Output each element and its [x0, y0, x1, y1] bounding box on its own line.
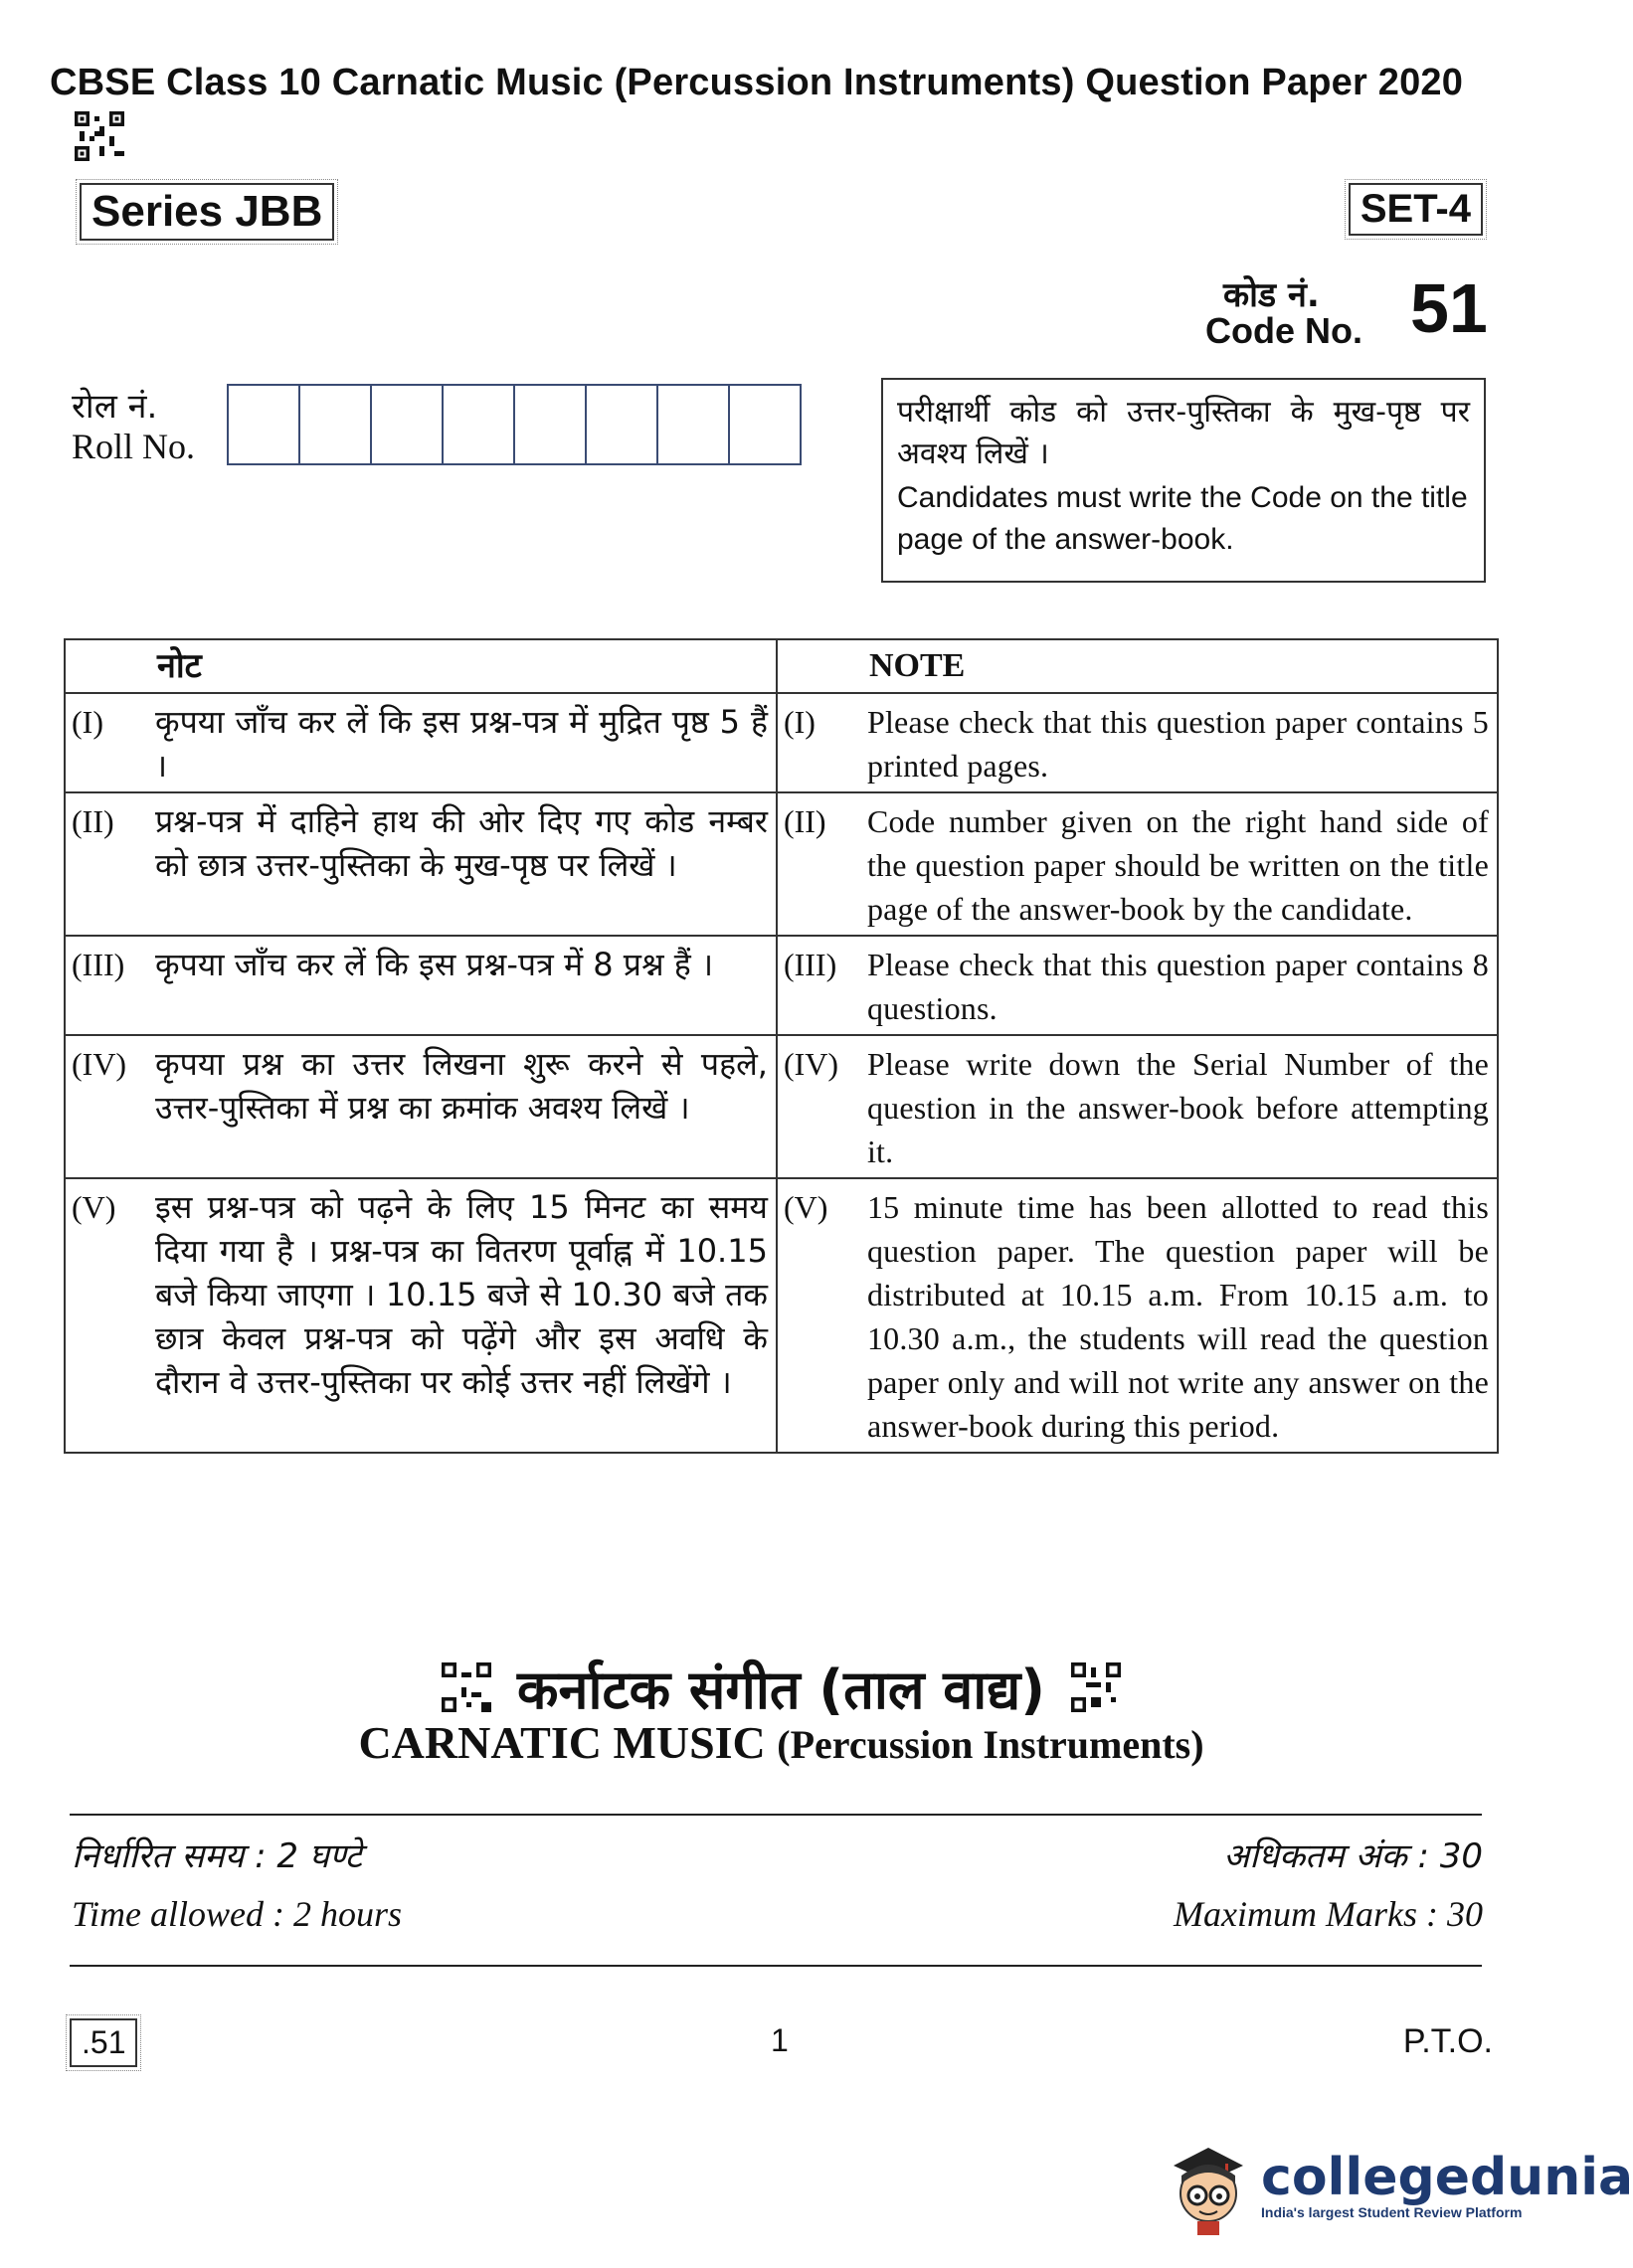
page-code: .51 — [70, 2018, 137, 2067]
candidate-instruction-box — [881, 378, 1486, 583]
note-text: Please check that this question paper contains 8 questions. — [866, 947, 1489, 1026]
max-marks-hindi: अधिकतम अंक : 30 — [1223, 1836, 1483, 1876]
time-allowed: Time allowed : 2 hours — [72, 1894, 403, 1934]
roll-box[interactable] — [229, 386, 300, 463]
roll-box[interactable] — [658, 386, 730, 463]
roll-box[interactable] — [444, 386, 515, 463]
brand-tagline: India's largest Student Review Platform — [1261, 2204, 1523, 2220]
note-text-hindi: इस प्रश्न-पत्र को पढ़ने के लिए 15 मिनट का समय दिया गया है । प्रश्न-पत्र का वितरण पूर्वाह्न में 10.15 बजे किया जाएगा । 10.15 बजे से 10.30 बजे तक छात्र केवल प्रश्न-पत्र को पढ़ेंगे और इस अवधि के दौरान वे उत्तर-पुस्तिका पर कोई उत्तर नहीं लिखेंगे । — [155, 1188, 768, 1401]
note-text-hindi: कृपया जाँच कर लें कि इस प्रश्न-पत्र में मुद्रित पृष्ठ 5 हैं । — [155, 703, 768, 785]
note-number: (V) — [72, 1189, 116, 1225]
document-title: CBSE Class 10 Carnatic Music (Percussion Instruments) Question Paper 2020 — [50, 62, 1464, 103]
note-number: (IV) — [783, 1046, 839, 1082]
subject-heading — [0, 1651, 1562, 1724]
note-number: (III) — [783, 947, 837, 982]
note-text-hindi: कृपया जाँच कर लें कि इस प्रश्न-पत्र में 8 प्रश्न हैं । — [155, 946, 714, 983]
max-marks: Maximum Marks : 30 — [1174, 1894, 1483, 1934]
note-row — [65, 693, 1498, 792]
note-row — [65, 1178, 1498, 1453]
roll-box[interactable] — [372, 386, 444, 463]
candidate-instruction: Candidates must write the Code on the title page of the answer-book. — [897, 481, 1468, 556]
brand-name: collegedunia — [1261, 2148, 1633, 2207]
page-number: 1 — [771, 2022, 789, 2058]
note-row — [65, 792, 1498, 936]
subject-title — [0, 1716, 1562, 1769]
note-row — [65, 936, 1498, 1035]
roll-label: Roll No. — [72, 427, 196, 466]
note-text: Please write down the Serial Number of the question in the answer-book before attempting it. — [866, 1046, 1489, 1169]
note-number: (IV) — [72, 1046, 127, 1082]
roll-number-boxes[interactable] — [227, 384, 802, 465]
code-label: Code No. — [1205, 310, 1362, 351]
code-number: 51 — [1410, 269, 1488, 347]
note-number: (V) — [783, 1189, 828, 1225]
note-number: (III) — [72, 947, 125, 982]
note-number: (II) — [72, 803, 114, 839]
roll-box[interactable] — [587, 386, 658, 463]
roll-box[interactable] — [730, 386, 800, 463]
note-text: Code number given on the right hand side of the question paper should be written on the title page of the answer-book by the candidate. — [866, 803, 1489, 927]
subject-title-main: CARNATIC MUSIC — [358, 1717, 766, 1768]
divider — [70, 1965, 1482, 1967]
note-number: (I) — [783, 704, 816, 740]
note-number: (II) — [783, 803, 826, 839]
notes-header: NOTE — [868, 647, 966, 684]
note-text: Please check that this question paper contains 5 printed pages. — [866, 704, 1489, 784]
set-label: SET-4 — [1349, 183, 1483, 236]
qr-code-icon — [442, 1662, 491, 1712]
mascot-icon — [1164, 2136, 1253, 2235]
notes-table — [64, 638, 1499, 1454]
subject-title-sub: (Percussion Instruments) — [777, 1722, 1204, 1767]
note-number: (I) — [72, 704, 103, 740]
brand-logo[interactable] — [1164, 2136, 1633, 2235]
notes-header-row — [65, 639, 1498, 693]
note-row — [65, 1035, 1498, 1178]
pto-label: P.T.O. — [1402, 2022, 1493, 2060]
roll-label-hindi: रोल नं. — [72, 387, 158, 427]
time-allowed-hindi: निर्धारित समय : 2 घण्टे — [72, 1836, 362, 1876]
candidate-instruction-hindi: परीक्षार्थी कोड को उत्तर-पुस्तिका के मुख-पृष्ठ पर अवश्य लिखें । — [897, 395, 1470, 471]
code-label-hindi: कोड नं. — [1223, 275, 1320, 315]
note-text: 15 minute time has been allotted to read this question paper. The question paper will be distributed at 10.15 a.m. From 10.15 a.m. to 10.30 a.m., the students will read the question paper only and will not write any answer on the answer-book during this period. — [866, 1189, 1489, 1444]
qr-code-icon — [1071, 1662, 1121, 1712]
subject-title-hindi: कर्नाटक संगीत (ताल वाद्य) — [517, 1658, 1045, 1721]
series-label: Series JBB — [80, 183, 334, 241]
qr-code-icon — [75, 111, 124, 161]
note-text-hindi: कृपया प्रश्न का उत्तर लिखना शुरू करने से पहले, उत्तर-पुस्तिका में प्रश्न का क्रमांक अवश्य लिखें । — [155, 1045, 768, 1127]
divider — [70, 1814, 1482, 1816]
notes-header-hindi: नोट — [157, 646, 202, 686]
roll-box[interactable] — [300, 386, 372, 463]
roll-box[interactable] — [515, 386, 587, 463]
note-text-hindi: प्रश्न-पत्र में दाहिने हाथ की ओर दिए गए कोड नम्बर को छात्र उत्तर-पुस्तिका के मुख-पृष्ठ पर लिखें । — [155, 802, 768, 884]
